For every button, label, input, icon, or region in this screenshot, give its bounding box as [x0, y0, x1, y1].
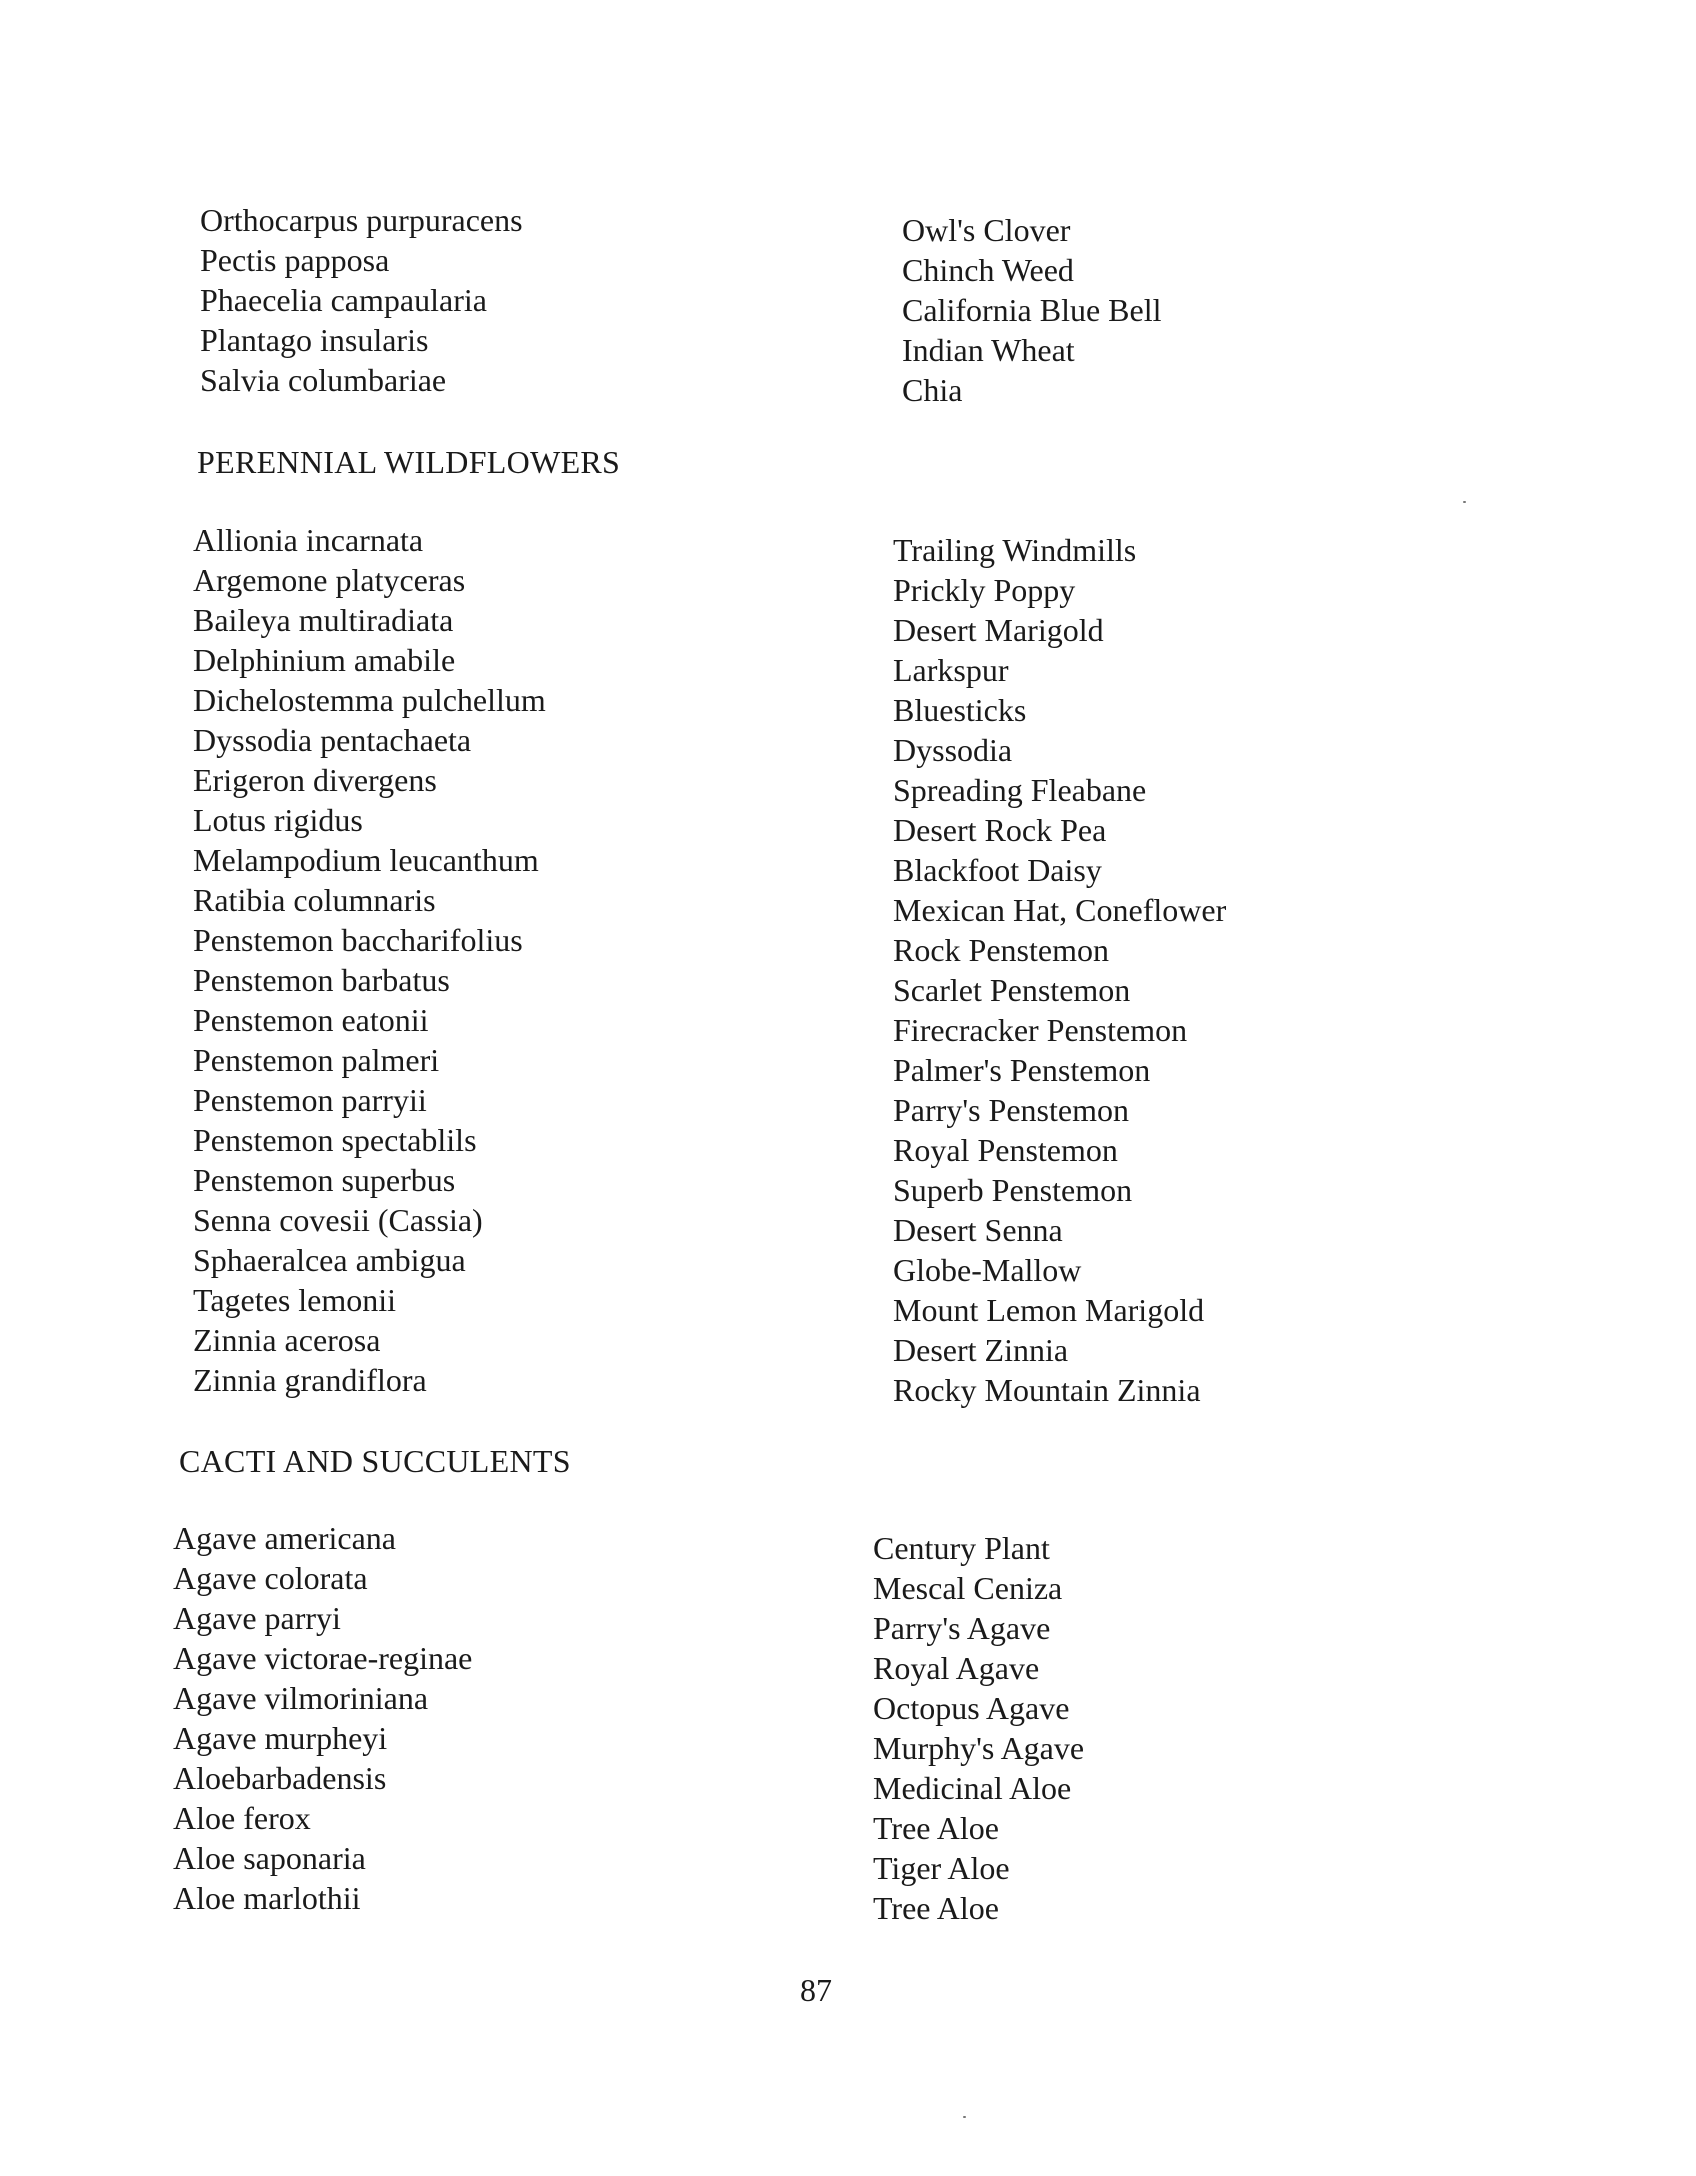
- cacti-common-column: [873, 1528, 1084, 1928]
- scan-speck: [963, 2116, 966, 2118]
- annuals-common-column: [902, 210, 1162, 410]
- scientific-name: Phaecelia campaularia: [200, 282, 487, 318]
- scientific-name: Penstemon baccharifolius: [193, 922, 523, 958]
- common-name: Spreading Fleabane: [893, 772, 1147, 808]
- common-name: Mexican Hat, Coneflower: [893, 892, 1227, 928]
- common-name: Scarlet Penstemon: [893, 972, 1131, 1008]
- common-name: Tree Aloe: [873, 1810, 999, 1846]
- scientific-name: Penstemon spectablils: [193, 1122, 477, 1158]
- common-name: Desert Zinnia: [893, 1332, 1069, 1368]
- scientific-name: Allionia incarnata: [193, 522, 424, 558]
- common-name: Superb Penstemon: [893, 1172, 1133, 1208]
- scientific-name: Penstemon palmeri: [193, 1042, 440, 1078]
- common-name: Parry's Penstemon: [893, 1092, 1129, 1128]
- common-name: Desert Rock Pea: [893, 812, 1107, 848]
- common-name: Octopus Agave: [873, 1690, 1070, 1726]
- scientific-name: Agave victorae-reginae: [173, 1640, 473, 1676]
- scientific-name: Tagetes lemonii: [193, 1282, 397, 1318]
- common-name: Murphy's Agave: [873, 1730, 1085, 1766]
- scientific-name: Delphinium amabile: [193, 642, 456, 678]
- scientific-name: Lotus rigidus: [193, 802, 363, 838]
- common-name: Indian Wheat: [902, 332, 1075, 368]
- scientific-name: Dichelostemma pulchellum: [193, 682, 546, 718]
- page-number: 87: [800, 1972, 832, 2008]
- common-name: Tree Aloe: [873, 1890, 999, 1926]
- scientific-name: Sphaeralcea ambigua: [193, 1242, 466, 1278]
- perennial-common-column: [893, 530, 1226, 1410]
- scientific-name: Orthocarpus purpuracens: [200, 202, 523, 238]
- common-name: Prickly Poppy: [893, 572, 1076, 608]
- common-name: Chia: [902, 372, 963, 408]
- scientific-name: Agave vilmoriniana: [173, 1680, 429, 1716]
- scientific-name: Penstemon barbatus: [193, 962, 450, 998]
- common-name: Mount Lemon Marigold: [893, 1292, 1205, 1328]
- common-name: Bluesticks: [893, 692, 1027, 728]
- scientific-name: Penstemon eatonii: [193, 1002, 429, 1038]
- scientific-name: Zinnia grandiflora: [193, 1362, 427, 1398]
- common-name: Chinch Weed: [902, 252, 1074, 288]
- scientific-name: Argemone platyceras: [193, 562, 466, 598]
- common-name: Parry's Agave: [873, 1610, 1051, 1646]
- annuals-scientific-column: [200, 200, 523, 400]
- common-name: Dyssodia: [893, 732, 1013, 768]
- scientific-name: Dyssodia pentachaeta: [193, 722, 472, 758]
- scientific-name: Pectis papposa: [200, 242, 390, 278]
- common-name: Globe-Mallow: [893, 1252, 1082, 1288]
- common-name: Tiger Aloe: [873, 1850, 1010, 1886]
- cacti-scientific-column: [173, 1518, 472, 1918]
- common-name: Trailing Windmills: [893, 532, 1137, 568]
- scientific-name: Ratibia columnaris: [193, 882, 436, 918]
- scientific-name: Agave murpheyi: [173, 1720, 388, 1756]
- cacti-heading: CACTI AND SUCCULENTS: [179, 1443, 571, 1479]
- scientific-name: Salvia columbariae: [200, 362, 447, 398]
- common-name: Royal Agave: [873, 1650, 1040, 1686]
- scientific-name: Zinnia acerosa: [193, 1322, 381, 1358]
- common-name: California Blue Bell: [902, 292, 1162, 328]
- common-name: Desert Marigold: [893, 612, 1104, 648]
- common-name: Rock Penstemon: [893, 932, 1109, 968]
- common-name: Larkspur: [893, 652, 1009, 688]
- perennial-heading: PERENNIAL WILDFLOWERS: [197, 444, 621, 480]
- scientific-name: Aloe ferox: [173, 1800, 311, 1836]
- scientific-name: Penstemon parryii: [193, 1082, 427, 1118]
- scientific-name: Agave americana: [173, 1520, 396, 1556]
- scientific-name: Penstemon superbus: [193, 1162, 456, 1198]
- scientific-name: Erigeron divergens: [193, 762, 437, 798]
- common-name: Owl's Clover: [902, 212, 1071, 248]
- scientific-name: Melampodium leucanthum: [193, 842, 539, 878]
- common-name: Mescal Ceniza: [873, 1570, 1063, 1606]
- common-name: Rocky Mountain Zinnia: [893, 1372, 1201, 1408]
- common-name: Century Plant: [873, 1530, 1050, 1566]
- scientific-name: Agave colorata: [173, 1560, 368, 1596]
- common-name: Desert Senna: [893, 1212, 1063, 1248]
- scientific-name: Baileya multiradiata: [193, 602, 454, 638]
- common-name: Blackfoot Daisy: [893, 852, 1102, 888]
- scientific-name: Aloe saponaria: [173, 1840, 366, 1876]
- scientific-name: Plantago insularis: [200, 322, 429, 358]
- scientific-name: Aloebarbadensis: [173, 1760, 387, 1796]
- scientific-name: Agave parryi: [173, 1600, 341, 1636]
- common-name: Royal Penstemon: [893, 1132, 1118, 1168]
- perennial-scientific-column: [193, 520, 546, 1400]
- scientific-name: Senna covesii (Cassia): [193, 1202, 483, 1238]
- common-name: Medicinal Aloe: [873, 1770, 1072, 1806]
- common-name: Firecracker Penstemon: [893, 1012, 1188, 1048]
- scientific-name: Aloe marlothii: [173, 1880, 361, 1916]
- scan-speck: [1463, 501, 1466, 503]
- common-name: Palmer's Penstemon: [893, 1052, 1151, 1088]
